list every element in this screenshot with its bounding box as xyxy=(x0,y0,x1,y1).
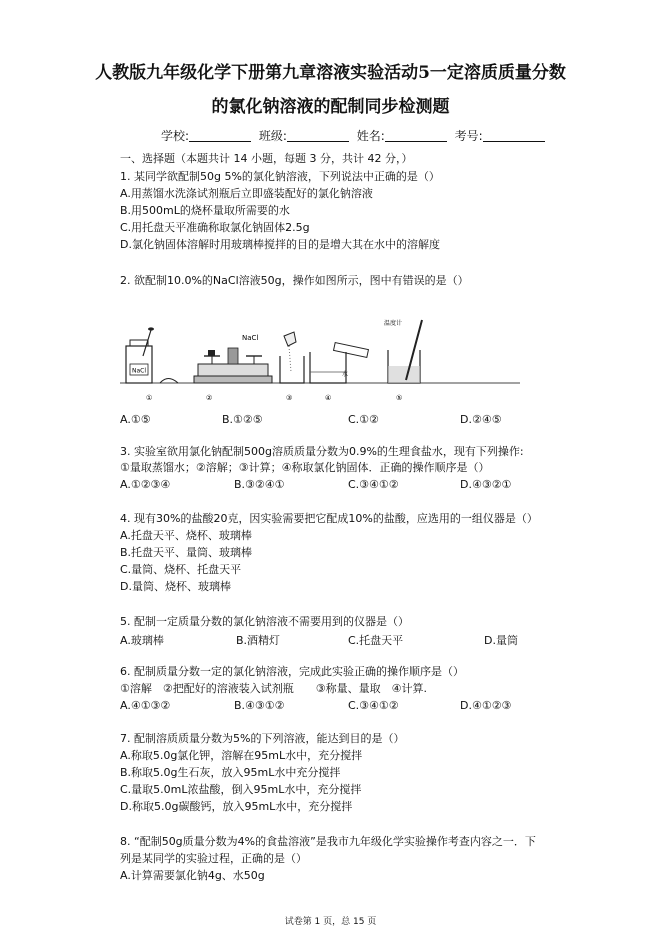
q1-option-c[interactable]: C.用托盘天平准确称取氯化钠固体2.5g xyxy=(120,221,310,234)
page-footer: 试卷第 1 页，总 15 页 xyxy=(284,917,377,927)
q5-option-d[interactable]: D.量筒 xyxy=(484,634,518,647)
q2-option-c[interactable]: C.①② xyxy=(348,413,379,426)
thermometer-label: 温度计 xyxy=(384,320,403,327)
q6-option-a[interactable]: A.④①③② xyxy=(120,699,171,712)
figure-num-5: ⑤ xyxy=(396,394,403,402)
name-label: 姓名: xyxy=(356,129,385,143)
q5-option-c[interactable]: C.托盘天平 xyxy=(348,634,404,647)
school-blank[interactable] xyxy=(189,129,251,142)
q3-option-a[interactable]: A.①②③④ xyxy=(120,478,171,491)
nacl-box-label: NaCl xyxy=(131,367,147,375)
doc-title-line1: 人教版九年级化学下册第九章溶液实验活动5一定溶质质量分数 xyxy=(95,63,566,83)
section-heading: 一、选择题（本题共计 14 小题，每题 3 分，共计 42 分，） xyxy=(120,152,413,165)
q5-stem: 5. 配制一定质量分数的氯化钠溶液不需要用到的仪器是（） xyxy=(120,615,409,628)
q6-option-b[interactable]: B.④③①② xyxy=(234,699,285,712)
doc-title-line2: 的氯化钠溶液的配制同步检测题 xyxy=(211,97,450,117)
q1-option-b[interactable]: B.用500mL的烧杯量取所需要的水 xyxy=(120,204,290,217)
q4-option-a[interactable]: A.托盘天平、烧杯、玻璃棒 xyxy=(120,529,252,542)
q6-stem: 6. 配制质量分数一定的氯化钠溶液，完成此实验正确的操作顺序是（） xyxy=(120,665,464,678)
q7-option-a[interactable]: A.称取5.0g氯化钾，溶解在95mL水中，充分搅拌 xyxy=(120,749,363,762)
q3-option-d[interactable]: D.④③②① xyxy=(460,478,512,491)
q8-stem-2: 列是某同学的实验过程，正确的是（） xyxy=(120,852,307,865)
class-label: 班级: xyxy=(258,129,287,143)
exam-no-label: 考号: xyxy=(454,129,483,143)
q7-option-b[interactable]: B.称取5.0g生石灰，放入95mL水中充分搅拌 xyxy=(120,766,341,779)
q3-stem: 3. 实验室欲用氯化钠配制500g溶质质量分数为0.9%的生理食盐水，现有下列操作: xyxy=(120,445,524,458)
q2-stem: 2. 欲配制10.0%的NaCl溶液50g，操作如图所示，图中有错误的是（） xyxy=(120,274,469,287)
q6-option-c[interactable]: C.③④①② xyxy=(348,699,399,712)
q6-stem-2: ①溶解 ②把配好的溶液装入试剂瓶 ③称量、量取 ④计算. xyxy=(120,682,427,695)
thermometer-beaker-icon xyxy=(384,319,422,383)
q4-stem: 4. 现有30%的盐酸20克，因实验需要把它配成10%的盐酸，应选用的一组仪器是（） xyxy=(120,512,538,525)
class-blank[interactable] xyxy=(287,129,349,142)
q8-option-a[interactable]: A.计算需要氯化钠4g、水50g xyxy=(120,869,265,882)
q1-option-d[interactable]: D.氯化钠固体溶解时用玻璃棒搅拌的目的是增大其在水中的溶解度 xyxy=(120,238,440,251)
q7-stem: 7. 配制溶质质量分数为5%的下列溶液，能达到目的是（） xyxy=(120,732,405,745)
q4-option-c[interactable]: C.量筒、烧杯、托盘天平 xyxy=(120,563,242,576)
q3-stem-2: ①量取蒸馏水；②溶解；③计算；④称取氯化钠固体．正确的操作顺序是（） xyxy=(120,461,490,474)
figure-num-2: ② xyxy=(206,394,213,402)
figure-num-4: ④ xyxy=(325,394,332,402)
nacl-tag-label: NaCl xyxy=(242,334,259,342)
q3-option-b[interactable]: B.③②④① xyxy=(234,478,285,491)
q1-option-a[interactable]: A.用蒸馏水洗涤试剂瓶后立即盛装配好的氯化钠溶液 xyxy=(120,187,373,200)
q7-option-c[interactable]: C.量取5.0mL浓盐酸，倒入95mL水中，充分搅拌 xyxy=(120,783,362,796)
exam-no-blank[interactable] xyxy=(483,129,545,142)
q5-option-a[interactable]: A.玻璃棒 xyxy=(120,634,164,647)
balance-icon xyxy=(194,334,272,383)
figure-num-1: ① xyxy=(146,394,153,402)
name-blank[interactable] xyxy=(385,129,447,142)
q4-option-d[interactable]: D.量筒、烧杯、玻璃棒 xyxy=(120,580,231,593)
q5-option-b[interactable]: B.酒精灯 xyxy=(236,634,281,647)
school-label: 学校: xyxy=(161,129,190,143)
graduated-cylinder-icon xyxy=(310,343,368,383)
q4-option-b[interactable]: B.托盘天平、量筒、玻璃棒 xyxy=(120,546,253,559)
reagent-bottle-icon xyxy=(126,327,154,383)
water-label: 水 xyxy=(342,371,349,378)
q8-stem: 8. “配制50g质量分数为4%的食盐溶液”是我市九年级化学实验操作考查内容之一．下 xyxy=(120,835,536,848)
q2-experiment-figure xyxy=(120,312,520,410)
figure-num-3: ③ xyxy=(286,394,293,402)
student-info xyxy=(161,127,545,144)
q2-option-a[interactable]: A.①⑤ xyxy=(120,413,151,426)
q2-option-d[interactable]: D.②④⑤ xyxy=(460,413,502,426)
q6-option-d[interactable]: D.④①②③ xyxy=(460,699,512,712)
q1-stem: 1. 某同学欲配制50g 5%的氯化钠溶液，下列说法中正确的是（） xyxy=(120,170,440,183)
q3-option-c[interactable]: C.③④①② xyxy=(348,478,399,491)
beaker-pouring-icon xyxy=(280,332,304,383)
q7-option-d[interactable]: D.称取5.0g碳酸钙，放入95mL水中，充分搅拌 xyxy=(120,800,353,813)
q2-option-b[interactable]: B.①②⑤ xyxy=(222,413,263,426)
